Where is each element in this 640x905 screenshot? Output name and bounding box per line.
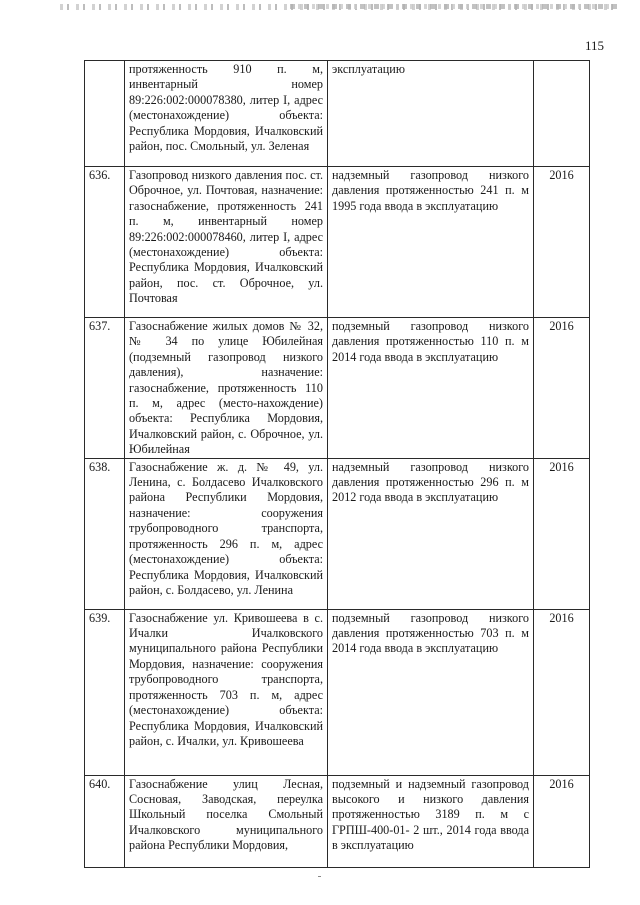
table-row: [85, 458, 590, 609]
table-row: [85, 775, 590, 867]
object-year: 2016: [534, 318, 590, 459]
scan-artifact: [60, 4, 620, 10]
registry-table: [84, 60, 590, 868]
object-year: [534, 61, 590, 167]
row-number: 639.: [85, 609, 125, 775]
object-name: Газоснабжение жилых домов № 32, № 34 по улице Юбилейная (подземный газопровод низкого давления), назначение: газоснабжение, протяженность 110 п. м, адрес (место-нахождение) объекта: Республика Мордовия, Ичалковский район, с. Оброчное, ул. Юбилейная: [125, 318, 328, 459]
object-description: подземный и надземный газопровод высокого и низкого давления протяженностью 3189 п. м с ГРПШ-400-01- 2 шт., 2014 года ввода в эксплуатацию: [328, 775, 534, 867]
object-description: подземный газопровод низкого давления протяженностью 703 п. м 2014 года ввода в эксплуатацию: [328, 609, 534, 775]
object-name: протяженность 910 п. м, инвентарный номер 89:226:002:000078380, литер I, адрес (местонахождение) объекта: Республика Мордовия, Ичалковский район, пос. Смольный, ул. Зеленая: [125, 61, 328, 167]
row-number: 638.: [85, 458, 125, 609]
row-number: 637.: [85, 318, 125, 459]
table-row: [85, 61, 590, 167]
object-year: 2016: [534, 609, 590, 775]
object-name: Газоснабжение ул. Кривошеева в с. Ичалки Ичалковского муниципального района Республики Мордовия, назначение: сооружения трубопроводного транспорта, протяженность 703 п. м, адрес (местонахождение) объекта: Республика Мордовия, Ичалковский район, с. Ичалки, ул. Кривошеева: [125, 609, 328, 775]
page-number: 115: [584, 38, 604, 53]
row-number: 636.: [85, 167, 125, 318]
object-year: 2016: [534, 458, 590, 609]
object-description: эксплуатацию: [328, 61, 534, 167]
object-name: Газоснабжение улиц Лесная, Сосновая, Заводская, переулка Школьный поселка Смольный Ичалковского муниципального района Республики Мордовия,: [125, 775, 328, 867]
object-description: подземный газопровод низкого давления протяженностью 110 п. м 2014 года ввода в эксплуатацию: [328, 318, 534, 459]
object-description: надземный газопровод низкого давления протяженностью 241 п. м 1995 года ввода в эксплуатацию: [328, 167, 534, 318]
row-number: 640.: [85, 775, 125, 867]
row-number: [85, 61, 125, 167]
object-year: 2016: [534, 775, 590, 867]
table-row: [85, 318, 590, 459]
object-year: 2016: [534, 167, 590, 318]
object-description: надземный газопровод низкого давления протяженностью 296 п. м 2012 года ввода в эксплуатацию: [328, 458, 534, 609]
object-name: Газопровод низкого давления пос. ст. Оброчное, ул. Почтовая, назначение: газоснабжение, протяженность 241 п. м, инвентарный номер 89:226:002:000078460, литер I, адрес (местонахождение) объекта: Республика Мордовия, Ичалковский район, пос. ст. Оброчное, ул. Почтовая: [125, 167, 328, 318]
object-name: Газоснабжение ж. д. № 49, ул. Ленина, с. Болдасево Ичалковского района Республики Мордовия, назначение: сооружения трубопроводного транспорта, протяженность 296 п. м, адрес (местонахождение) объекта: Республика Мордовия, Ичалковский район, с. Болдасево, ул. Ленина: [125, 458, 328, 609]
table-row: [85, 167, 590, 318]
scan-artifact: [318, 876, 321, 877]
table-row: [85, 609, 590, 775]
